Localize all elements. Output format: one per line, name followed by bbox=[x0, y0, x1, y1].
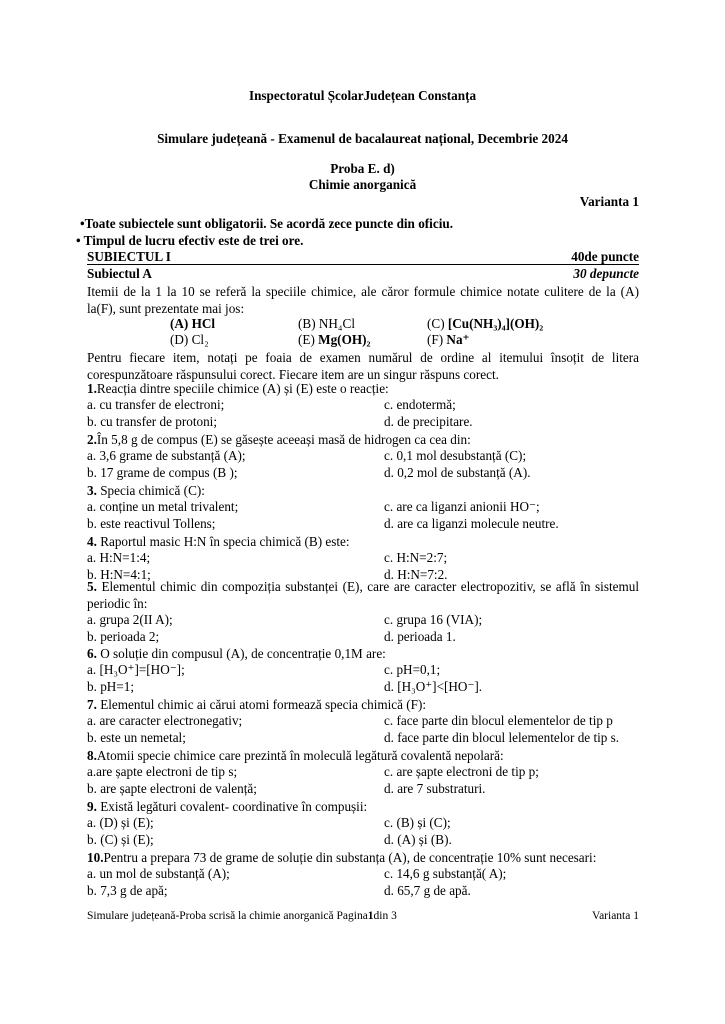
item-options-row bbox=[87, 781, 639, 798]
section-divider bbox=[87, 264, 639, 265]
option-c: c. grupa 16 (VIA); bbox=[384, 612, 483, 627]
option-a: a. H:N=1:4; bbox=[87, 550, 151, 565]
option-c: c. H:N=2:7; bbox=[384, 550, 448, 565]
instruction-1: •Toate subiectele sunt obligatorii. Se acordă zece puncte din oficiu. bbox=[80, 216, 453, 231]
option-c: c. are șapte electroni de tip p; bbox=[384, 764, 539, 779]
item-question-3 bbox=[87, 482, 639, 499]
item-question-7 bbox=[87, 696, 639, 713]
item-options-row bbox=[87, 465, 639, 482]
option-d: d. are ca liganzi molecule neutre. bbox=[384, 516, 559, 531]
item-options-row bbox=[87, 764, 639, 781]
item-options-row bbox=[87, 815, 639, 832]
option-b: b. (C) și (E); bbox=[87, 832, 154, 847]
instruction-text: Pentru fiecare item, notați pe foaia de examen numărul de ordine al itemului însoțit de litera corespunzătoare răspunsului corect. Fiecare item are un singur răspuns corect. bbox=[87, 350, 639, 382]
item-number: 5. bbox=[87, 579, 97, 594]
option-d: d. 65,7 g de apă. bbox=[384, 883, 471, 898]
instruction-2: • Timpul de lucru efectiv este de trei ore. bbox=[76, 233, 304, 248]
option-a: a.are șapte electroni de tip s; bbox=[87, 764, 238, 779]
item-text: Există legături covalent- coordinative în compușii: bbox=[96, 799, 368, 814]
option-a: a. conține un metal trivalent; bbox=[87, 499, 239, 514]
option-b: b. are șapte electroni de valență; bbox=[87, 781, 257, 796]
inspectorate-title: Inspectoratul ȘcolarJudețean Constanța bbox=[248, 88, 477, 103]
item-number: 4. bbox=[87, 534, 97, 549]
option-a: a. un mol de substanță (A); bbox=[87, 866, 230, 881]
option-c: c. pH=0,1; bbox=[384, 662, 441, 677]
item-options-row bbox=[87, 866, 639, 883]
item-options-row bbox=[87, 662, 639, 679]
item-question-1 bbox=[87, 380, 639, 397]
item-options-row bbox=[87, 516, 639, 533]
footer-left: Simulare județeană-Proba scrisă la chimie anorganică Pagina1din 3 bbox=[87, 910, 397, 922]
species-d: (D) Cl₂ bbox=[170, 332, 209, 347]
species-b: (B) NH₄Cl bbox=[298, 316, 355, 331]
subsection-points: 30 depuncte bbox=[573, 266, 639, 281]
item-text: O soluție din compusul (A), de concentrație 0,1M are: bbox=[96, 646, 386, 661]
option-b: b. pH=1; bbox=[87, 679, 134, 694]
intro-text: Itemii de la 1 la 10 se referă la speciile chimice, ale căror formule chimice notate culitere de la (A) la(F), sunt prezentate mai jos: bbox=[87, 284, 639, 316]
species-f: (F) Na⁺ bbox=[427, 332, 470, 347]
item-options-row bbox=[87, 832, 639, 849]
item-number: 6. bbox=[87, 646, 97, 661]
species-e: (E) Mg(OH)₂ bbox=[298, 332, 371, 347]
item-options-row bbox=[87, 397, 639, 414]
item-options-row bbox=[87, 883, 639, 900]
option-d: d. perioada 1. bbox=[384, 629, 456, 644]
item-number: 9. bbox=[87, 799, 97, 814]
option-a: a. (D) și (E); bbox=[87, 815, 154, 830]
item-number: 2. bbox=[87, 432, 97, 447]
item-options-row bbox=[87, 730, 639, 747]
subject-title: Chimie anorganică bbox=[308, 177, 417, 192]
item-options-row bbox=[87, 448, 639, 465]
option-d: d. (A) și (B). bbox=[384, 832, 452, 847]
item-options-row bbox=[87, 414, 639, 431]
item-text: Atomii specie chimice care prezintă în moleculă legătură covalentă nepolară: bbox=[96, 748, 504, 763]
item-question-6 bbox=[87, 645, 639, 662]
item-options-row bbox=[87, 679, 639, 696]
option-c: c. endotermă; bbox=[384, 397, 456, 412]
species-c: (C) [Cu(NH₃)₄](OH)₂ bbox=[427, 316, 544, 331]
item-options-row bbox=[87, 550, 639, 567]
item-text: Reacția dintre speciile chimice (A) și (E) este o reacție: bbox=[96, 381, 389, 396]
option-d: d. face parte din blocul lelementelor de tip s. bbox=[384, 730, 620, 745]
item-question-8 bbox=[87, 747, 639, 764]
exam-title: Simulare județeană - Examenul de bacalaureat național, Decembrie 2024 bbox=[157, 131, 568, 146]
item-question-4 bbox=[87, 533, 639, 550]
species-a: (A) HCl bbox=[170, 316, 216, 331]
option-b: b. perioada 2; bbox=[87, 629, 160, 644]
option-b: b. H:N=4:1; bbox=[87, 567, 151, 582]
option-c: c. (B) și (C); bbox=[384, 815, 451, 830]
item-number: 7. bbox=[87, 697, 97, 712]
footer-right: Varianta 1 bbox=[592, 910, 639, 922]
item-text: Pentru a prepara 73 de grame de soluție din substanța (A), de concentrație 10% sunt necesari: bbox=[103, 850, 597, 865]
item-options-row bbox=[87, 499, 639, 516]
option-b: b. cu transfer de protoni; bbox=[87, 414, 218, 429]
item-number: 10. bbox=[87, 850, 104, 865]
item-options-row bbox=[87, 629, 639, 646]
option-d: d. 0,2 mol de substanță (A). bbox=[384, 465, 531, 480]
option-a: a. cu transfer de electroni; bbox=[87, 397, 225, 412]
item-number: 8. bbox=[87, 748, 97, 763]
option-b: b. este reactivul Tollens; bbox=[87, 516, 216, 531]
item-question-9 bbox=[87, 798, 639, 815]
option-c: c. are ca liganzi anionii HO⁻; bbox=[384, 499, 540, 514]
option-b: b. este un nemetal; bbox=[87, 730, 186, 745]
option-c: c. 0,1 mol desubstanță (C); bbox=[384, 448, 527, 463]
item-question-10 bbox=[87, 849, 639, 866]
option-d: d. de precipitare. bbox=[384, 414, 473, 429]
proba-title: Proba E. d) bbox=[330, 161, 395, 176]
option-d: d. are 7 substraturi. bbox=[384, 781, 486, 796]
subsection-title: Subiectul A bbox=[87, 266, 152, 281]
option-d: d. [H₃O⁺]<[HO⁻]. bbox=[384, 679, 483, 694]
option-a: a. grupa 2(II A); bbox=[87, 612, 173, 627]
item-text: Specia chimică (C): bbox=[96, 483, 205, 498]
variant-label: Varianta 1 bbox=[579, 194, 639, 209]
option-b: b. 7,3 g de apă; bbox=[87, 883, 168, 898]
item-options-row bbox=[87, 612, 639, 629]
item-text: Elementul chimic din compoziția substanței (E), care are caracter electropozitiv, se află în sistemul periodic în: bbox=[87, 579, 639, 611]
item-text: Raportul masic H:N în specia chimică (B) este: bbox=[96, 534, 350, 549]
item-question-2 bbox=[87, 431, 639, 448]
item-text: În 5,8 g de compus (E) se găsește aceeași masă de hidrogen ca cea din: bbox=[96, 432, 471, 447]
option-c: c. face parte din blocul elementelor de tip p bbox=[384, 713, 613, 728]
option-a: a. [H₃O⁺]=[HO⁻]; bbox=[87, 662, 185, 677]
section-points: 40de puncte bbox=[571, 249, 639, 264]
option-d: d. H:N=7:2. bbox=[384, 567, 448, 582]
option-a: a. 3,6 grame de substanță (A); bbox=[87, 448, 246, 463]
option-b: b. 17 grame de compus (B ); bbox=[87, 465, 238, 480]
item-options-row bbox=[87, 713, 639, 730]
option-c: c. 14,6 g substanță( A); bbox=[384, 866, 507, 881]
section-title: SUBIECTUL I bbox=[87, 249, 171, 264]
item-question-5 bbox=[87, 578, 639, 612]
option-a: a. are caracter electronegativ; bbox=[87, 713, 243, 728]
item-number: 1. bbox=[87, 381, 97, 396]
item-text: Elementul chimic ai cărui atomi formează specia chimică (F): bbox=[96, 697, 427, 712]
item-number: 3. bbox=[87, 483, 97, 498]
